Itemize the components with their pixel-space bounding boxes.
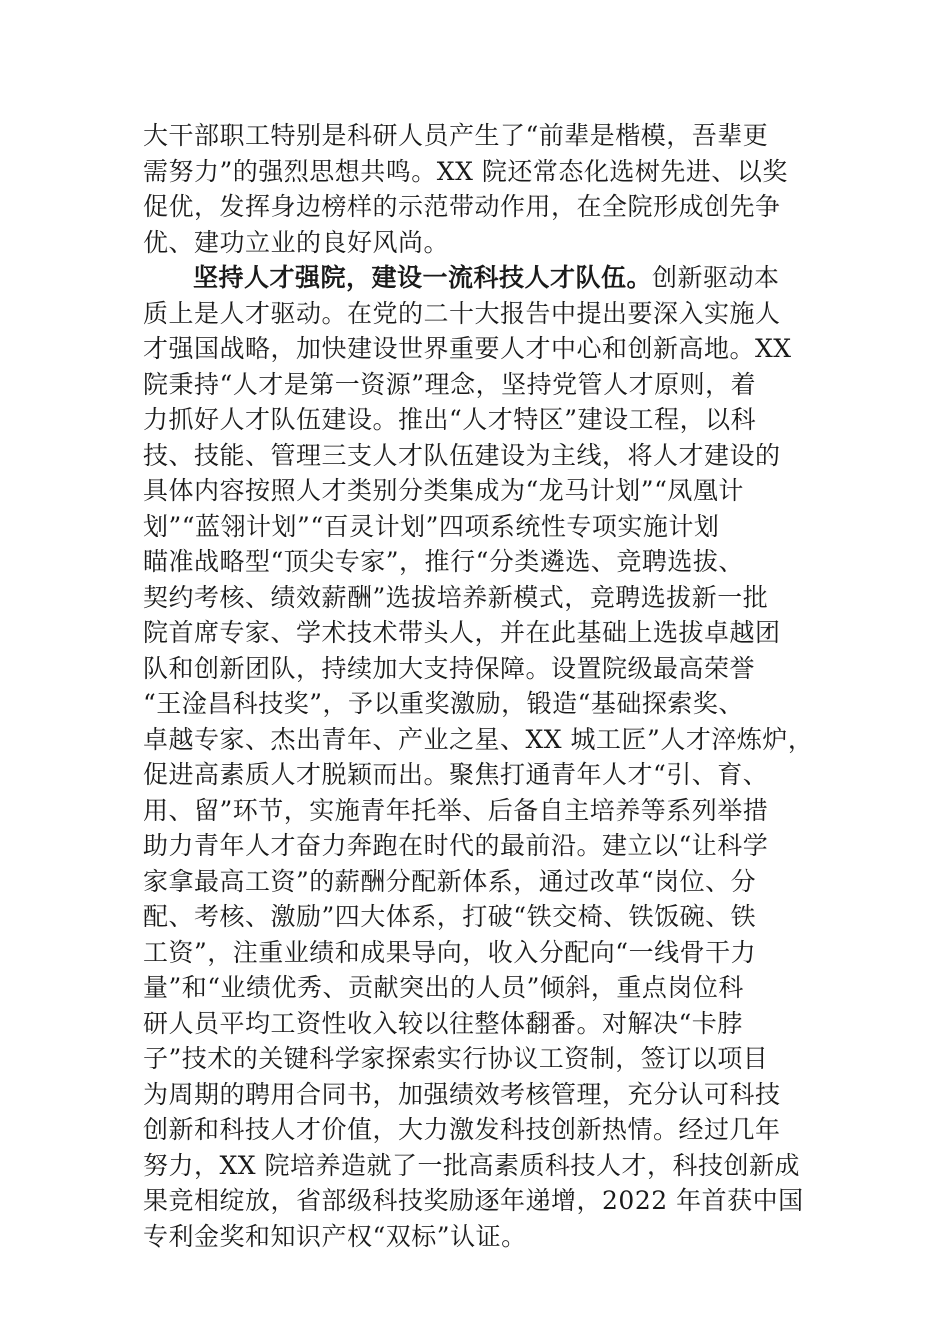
text-line: 才强国战略，加快建设世界重要人才中心和创新高地。XX — [143, 334, 792, 363]
text-line: 量”和“业绩优秀、贡献突出的人员”倾斜，重点岗位科 — [143, 973, 744, 1002]
text-line: 需努力”的强烈思想共鸣。XX 院还常态化选树先进、以奖 — [143, 156, 788, 186]
text-line: 院秉持“人才是第一资源”理念，坚持党管人才原则，着 — [143, 369, 757, 399]
text-line: 大干部职工特别是科研人员产生了“前辈是楷模，吾辈更 — [143, 121, 769, 150]
document-body — [143, 118, 814, 1254]
section-heading: 坚持人才强院，建设一流科技人才队伍。 — [193, 263, 653, 292]
text-line: 家拿最高工资”的薪酬分配新体系，通过改革“岗位、分 — [143, 866, 757, 896]
paragraph-1 — [143, 118, 803, 260]
text-line: 工资”，注重业绩和成果导向，收入分配向“一线骨干力 — [143, 937, 757, 967]
text-line: 子”技术的关键科学家探索实行协议工资制，签订以项目 — [143, 1044, 769, 1073]
text-line: 卓越专家、杰出青年、产业之星、XX 城工匠”人才淬炼炉， — [143, 724, 814, 754]
paragraph-2-lines — [143, 296, 814, 1255]
text-line: 技、技能、管理三支人才队伍建设为主线，将人才建设的 — [143, 440, 781, 470]
paragraph-2 — [143, 260, 814, 1254]
text-fragment: 创新驱动本 — [652, 263, 780, 292]
text-line: 为周期的聘用合同书，加强绩效考核管理，充分认可科技 — [143, 1079, 781, 1109]
text-line: 划”“蓝翎计划”“百灵计划”四项系统性专项实施计划 — [143, 511, 720, 541]
text-line: 专利金奖和知识产权“双标”认证。 — [143, 1221, 527, 1251]
text-line: 契约考核、绩效薪酬”选拔培养新模式，竞聘选拔新一批 — [143, 582, 769, 612]
text-line: 促优，发挥身边榜样的示范带动作用，在全院形成创先争 — [143, 192, 781, 221]
text-line: 优、建功立业的良好风尚。 — [143, 227, 450, 257]
paragraph-2-first-line — [143, 260, 803, 296]
text-line: 质上是人才驱动。在党的二十大报告中提出要深入实施人 — [143, 298, 781, 328]
text-line: 配、考核、激励”四大体系，打破“铁交椅、铁饭碗、铁 — [143, 902, 757, 931]
text-line: 用、留”环节，实施青年托举、后备自主培养等系列举措 — [143, 795, 769, 825]
text-line: 具体内容按照人才类别分类集成为“龙马计划”“凤凰计 — [143, 476, 744, 505]
text-line: “王淦昌科技奖”，予以重奖激励，锻造“基础探索奖、 — [143, 689, 744, 718]
text-line: 瞄准战略型“顶尖专家”，推行“分类遴选、竞聘选拔、 — [143, 547, 744, 576]
text-line: 研人员平均工资性收入较以往整体翻番。对解决“卡脖 — [143, 1008, 743, 1038]
text-line: 力抓好人才队伍建设。推出“人才特区”建设工程，以科 — [143, 405, 757, 434]
text-line: 努力，XX 院培养造就了一批高素质科技人才，科技创新成 — [143, 1150, 801, 1180]
text-line: 促进高素质人才脱颖而出。聚焦打通青年人才“引、育、 — [143, 760, 769, 789]
text-line: 队和创新团队，持续加大支持保障。设置院级最高荣誉 — [143, 653, 756, 683]
text-line: 助力青年人才奋力奔跑在时代的最前沿。建立以“让科学 — [143, 831, 769, 860]
text-line: 果竞相绽放，省部级科技奖励逐年递增，2022 年首获中国 — [143, 1186, 804, 1215]
text-line: 创新和科技人才价值，大力激发科技创新热情。经过几年 — [143, 1115, 781, 1144]
text-line: 院首席专家、学术技术带头人，并在此基础上选拔卓越团 — [143, 618, 781, 647]
